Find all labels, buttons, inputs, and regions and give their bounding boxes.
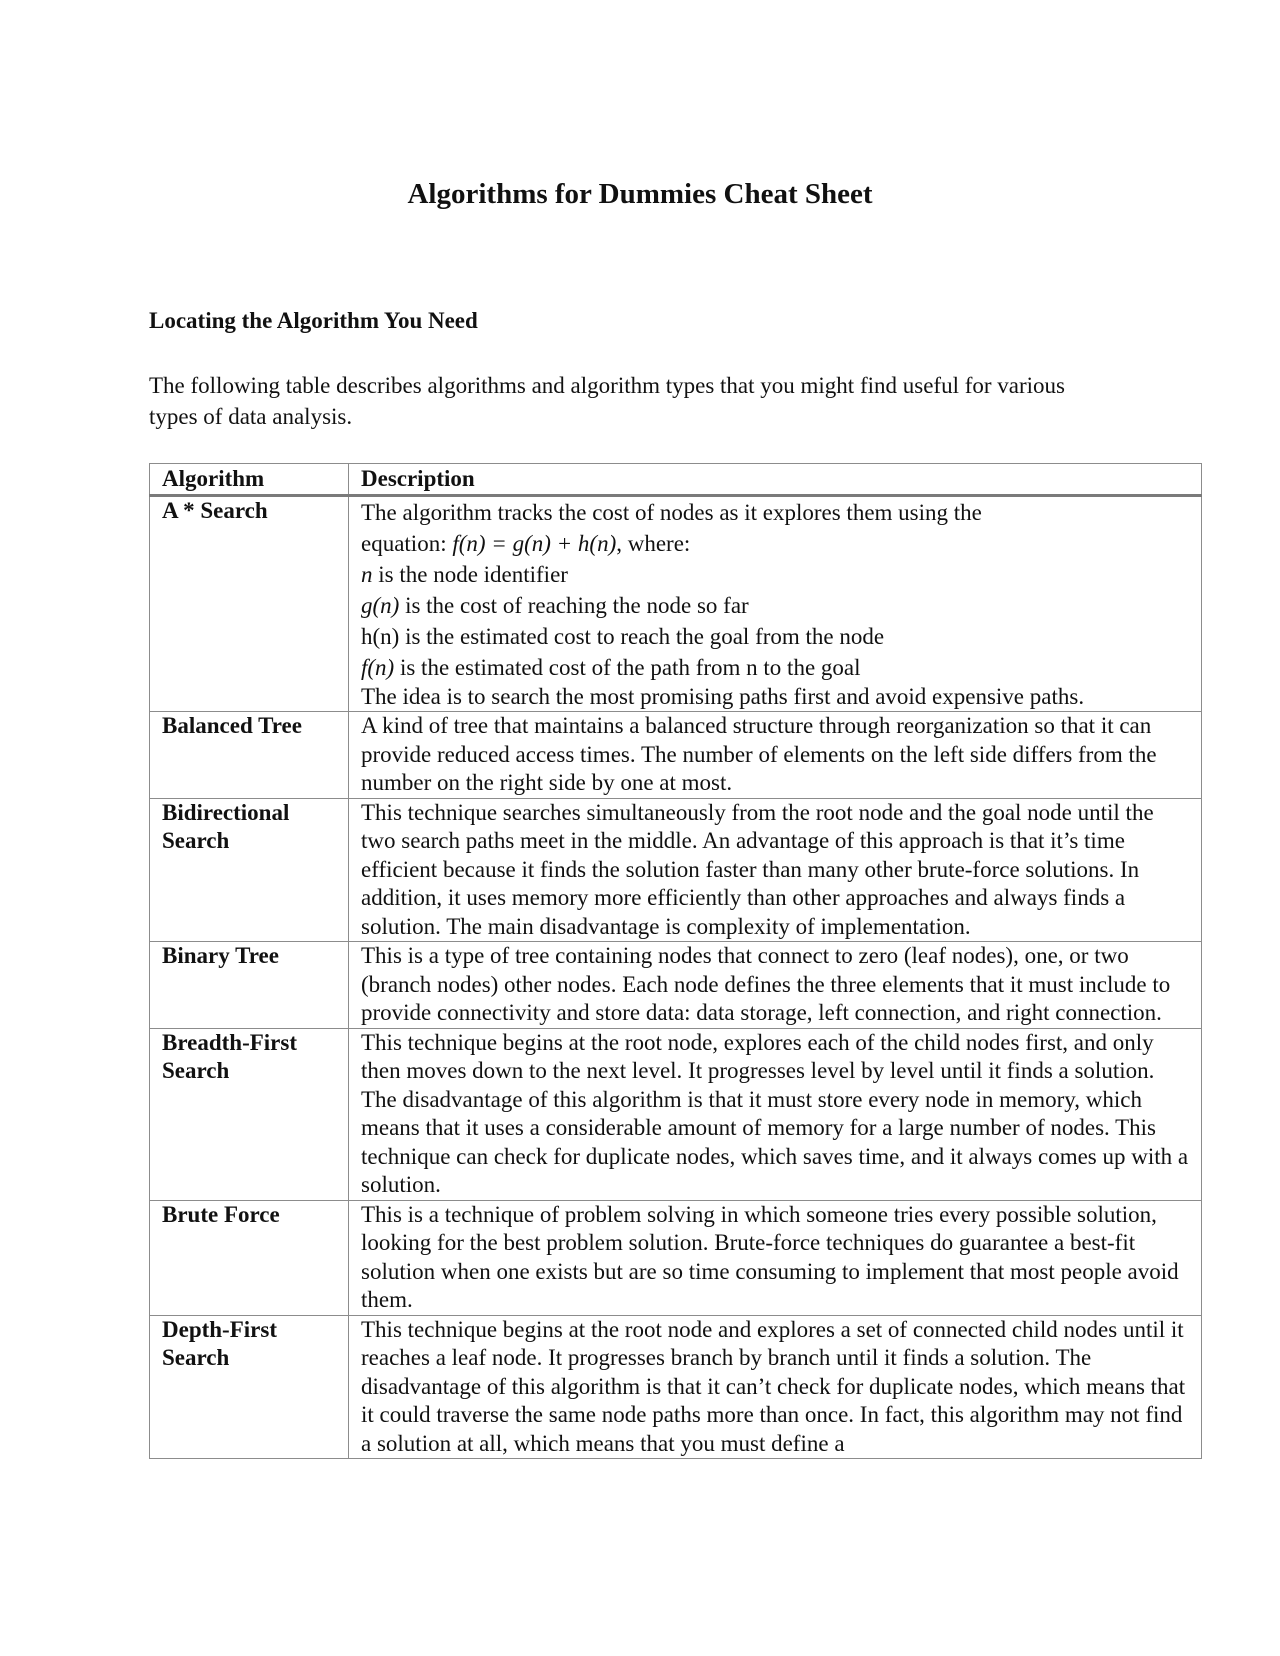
definition-variable: n: [361, 561, 373, 587]
table-row: [150, 942, 1202, 1029]
algorithm-name: Balanced Tree: [150, 712, 349, 799]
algorithm-description: A kind of tree that maintains a balanced structure through reorganization so that it can provide reduced access times. The number of elements on the left side differs from the number on the right side by one at most.: [349, 712, 1202, 799]
astar-intro-line: The algorithm tracks the cost of nodes as it explores them using the: [361, 499, 982, 525]
table-row: [150, 798, 1202, 942]
definition-text: is the node identifier: [372, 561, 568, 587]
section-heading: Locating the Algorithm You Need: [149, 308, 478, 333]
table-row: [150, 1028, 1202, 1200]
definition-variable: f(n): [361, 654, 395, 680]
table-row: [150, 1315, 1202, 1459]
algorithm-name: Depth-First Search: [150, 1315, 349, 1459]
header-description: Description: [349, 464, 1202, 496]
table-row: [150, 1200, 1202, 1315]
algorithm-description: This technique begins at the root node and explores a set of connected child nodes until it reaches a leaf node. It progresses branch by branch until it finds a solution. The disadvantage of this algorithm is that it can’t check for duplicate nodes, which means that it could traverse the same node paths more than once. In fact, this algorithm may not find a solution at all, which means that you must define a: [349, 1315, 1202, 1459]
header-algorithm: Algorithm: [150, 464, 349, 496]
algorithm-description: This is a technique of problem solving in which someone tries every possible solution, looking for the best problem solution. Brute-force techniques do guarantee a best-fit solution when one exists but are so time consuming to implement that most people avoid them.: [349, 1200, 1202, 1315]
list-item: [361, 559, 1191, 590]
table-header: [150, 464, 1202, 496]
document-title: Algorithms for Dummies Cheat Sheet: [407, 178, 873, 210]
algorithm-description: This technique begins at the root node, explores each of the child nodes first, and only then moves down to the next level. It progresses level by level until it finds a solution. The disadvantage of this algorithm is that it must store every node in memory, which means that it uses a considerable amount of memory for a large number of nodes. This technique can check for duplicate nodes, which saves time, and it always comes up with a solution.: [349, 1028, 1202, 1200]
algorithm-name: Brute Force: [150, 1200, 349, 1315]
list-item: [361, 590, 1191, 621]
definition-text: is the cost of reaching the node so far: [399, 592, 749, 618]
algorithm-name: Breadth-First Search: [150, 1028, 349, 1200]
equation-prefix: equation:: [361, 530, 453, 556]
astar-equation-line: [361, 528, 1191, 559]
astar-definition-list: [361, 559, 1191, 683]
definition-variable: g(n): [361, 592, 400, 618]
algorithm-description: This is a type of tree containing nodes that connect to zero (leaf nodes), one, or two (branch nodes) other nodes. Each node defines the three elements that it must include to provide connectivity and store data: data storage, left connection, and right connection.: [349, 942, 1202, 1029]
algorithm-name: A * Search: [150, 495, 349, 712]
list-item: [361, 652, 1191, 683]
algorithm-table: [149, 463, 1202, 1459]
definition-text: is the estimated cost of the path from n to the goal: [394, 654, 861, 680]
definition-text: h(n) is the estimated cost to reach the goal from the node: [361, 623, 885, 649]
equation-suffix: , where:: [616, 530, 691, 556]
astar-closing-line: The idea is to search the most promising paths first and avoid expensive paths.: [361, 683, 1085, 709]
list-item: [361, 621, 1191, 652]
algorithm-name: Bidirectional Search: [150, 798, 349, 942]
algorithm-description: [349, 495, 1202, 712]
table-row: [150, 712, 1202, 799]
algorithm-description: This technique searches simultaneously from the root node and the goal node until the two search paths meet in the middle. An advantage of this approach is that it’s time efficient because it finds the solution faster than many other brute-force solutions. In addition, it uses memory more efficiently than other approaches and always finds a solution. The main disadvantage is complexity of implementation.: [349, 798, 1202, 942]
algorithm-name: Binary Tree: [150, 942, 349, 1029]
equation-formula: f(n) = g(n) + h(n): [452, 530, 617, 556]
table-row: [150, 495, 1202, 712]
table-body: [150, 495, 1202, 1459]
table-header-row: [150, 464, 1202, 496]
intro-paragraph: The following table describes algorithms and algorithm types that you might find useful for various types of data analysis.: [149, 373, 1065, 429]
